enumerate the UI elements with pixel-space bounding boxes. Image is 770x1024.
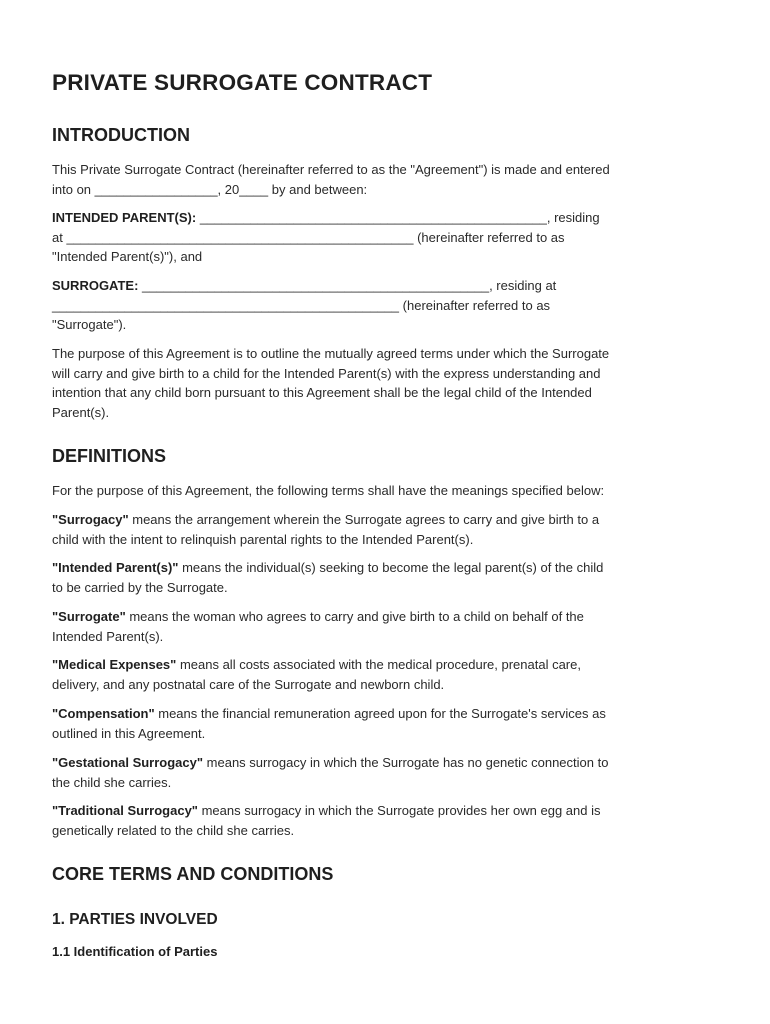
definition-term: "Intended Parent(s)" bbox=[52, 560, 179, 575]
definition-text-line-2: genetically related to the child she carries. bbox=[52, 822, 295, 838]
document-title: PRIVATE SURROGATE CONTRACT bbox=[52, 70, 433, 95]
definition-text-line-1: means the financial remuneration agreed upon for the Surrogate's services as bbox=[154, 706, 606, 721]
definition-text-line-2: delivery, and any postnatal care of the Surrogate and newborn child. bbox=[52, 676, 445, 692]
intended-parents-line-1: ________________________________________________, residing bbox=[196, 210, 600, 225]
intended-parents-line-3: "Intended Parent(s)"), and bbox=[52, 249, 203, 264]
definition-text-line-1: means the woman who agrees to carry and give birth to a child on behalf of the bbox=[125, 609, 584, 624]
surrogate-line-1: ________________________________________________, residing at bbox=[138, 278, 557, 293]
agreement-intro-line-1: This Private Surrogate Contract (hereinafter referred to as the "Agreement") is made and entered bbox=[52, 162, 610, 177]
definition-term: "Gestational Surrogacy" bbox=[52, 755, 204, 770]
intended-parents-line-2: at ________________________________________________ (hereinafter referred to as bbox=[52, 229, 565, 245]
purpose-line-1: The purpose of this Agreement is to outline the mutually agreed terms under which the Surrogate bbox=[52, 346, 610, 361]
section-1-heading: 1. PARTIES INVOLVED bbox=[52, 911, 218, 928]
agreement-intro-paragraph bbox=[52, 160, 722, 199]
definition-intended-parents bbox=[52, 558, 722, 597]
purpose-line-3: intention that any child born pursuant to this Agreement shall be the legal child of the Intended bbox=[52, 385, 592, 400]
definition-term: "Compensation" bbox=[52, 706, 155, 721]
definition-traditional-surrogacy bbox=[52, 801, 722, 840]
definitions-heading: DEFINITIONS bbox=[52, 446, 167, 466]
purpose-line-2: will carry and give birth to a child for the Intended Parent(s) with the express understanding and bbox=[52, 365, 601, 381]
definition-text-line-2: outlined in this Agreement. bbox=[52, 725, 206, 741]
definition-surrogacy bbox=[52, 510, 722, 549]
surrogate-label: SURROGATE: bbox=[52, 278, 139, 293]
section-1-1-heading: 1.1 Identification of Parties bbox=[52, 944, 218, 959]
definition-text-line-1: means all costs associated with the medical procedure, prenatal care, bbox=[176, 657, 581, 672]
surrogate-line-3: "Surrogate"). bbox=[52, 317, 127, 332]
definition-term: "Traditional Surrogacy" bbox=[52, 803, 198, 818]
definition-text-line-1: means surrogacy in which the Surrogate has no genetic connection to bbox=[203, 755, 609, 770]
definition-term: "Surrogate" bbox=[52, 609, 126, 624]
definition-medical-expenses bbox=[52, 655, 722, 694]
intended-parents-paragraph bbox=[52, 208, 722, 267]
definition-text-line-2: to be carried by the Surrogate. bbox=[52, 579, 228, 595]
core-terms-heading: CORE TERMS AND CONDITIONS bbox=[52, 864, 334, 884]
definition-term: "Surrogacy" bbox=[52, 512, 129, 527]
definition-text-line-1: means the individual(s) seeking to become the legal parent(s) of the child bbox=[178, 560, 604, 575]
definition-gestational-surrogacy bbox=[52, 753, 722, 792]
surrogate-line-2: ________________________________________________ (hereinafter referred to as bbox=[52, 297, 551, 313]
purpose-paragraph bbox=[52, 344, 722, 422]
definitions-intro: For the purpose of this Agreement, the following terms shall have the meanings specified below: bbox=[52, 483, 605, 498]
definition-text-line-1: means the arrangement wherein the Surrogate agrees to carry and give birth to a bbox=[128, 512, 600, 527]
definition-text-line-2: Intended Parent(s). bbox=[52, 628, 164, 644]
agreement-intro-line-2: into on _________________, 20____ by and between: bbox=[52, 181, 368, 197]
introduction-heading: INTRODUCTION bbox=[52, 125, 190, 145]
definition-compensation bbox=[52, 704, 722, 743]
definition-surrogate bbox=[52, 607, 722, 646]
definition-text-line-2: child with the intent to relinquish parental rights to the Intended Parent(s). bbox=[52, 531, 474, 547]
surrogate-paragraph bbox=[52, 276, 722, 335]
purpose-line-4: Parent(s). bbox=[52, 404, 110, 420]
definition-text-line-1: means surrogacy in which the Surrogate provides her own egg and is bbox=[197, 803, 601, 818]
definition-text-line-2: the child she carries. bbox=[52, 774, 172, 790]
intended-parents-label: INTENDED PARENT(S): bbox=[52, 210, 197, 225]
definition-term: "Medical Expenses" bbox=[52, 657, 177, 672]
